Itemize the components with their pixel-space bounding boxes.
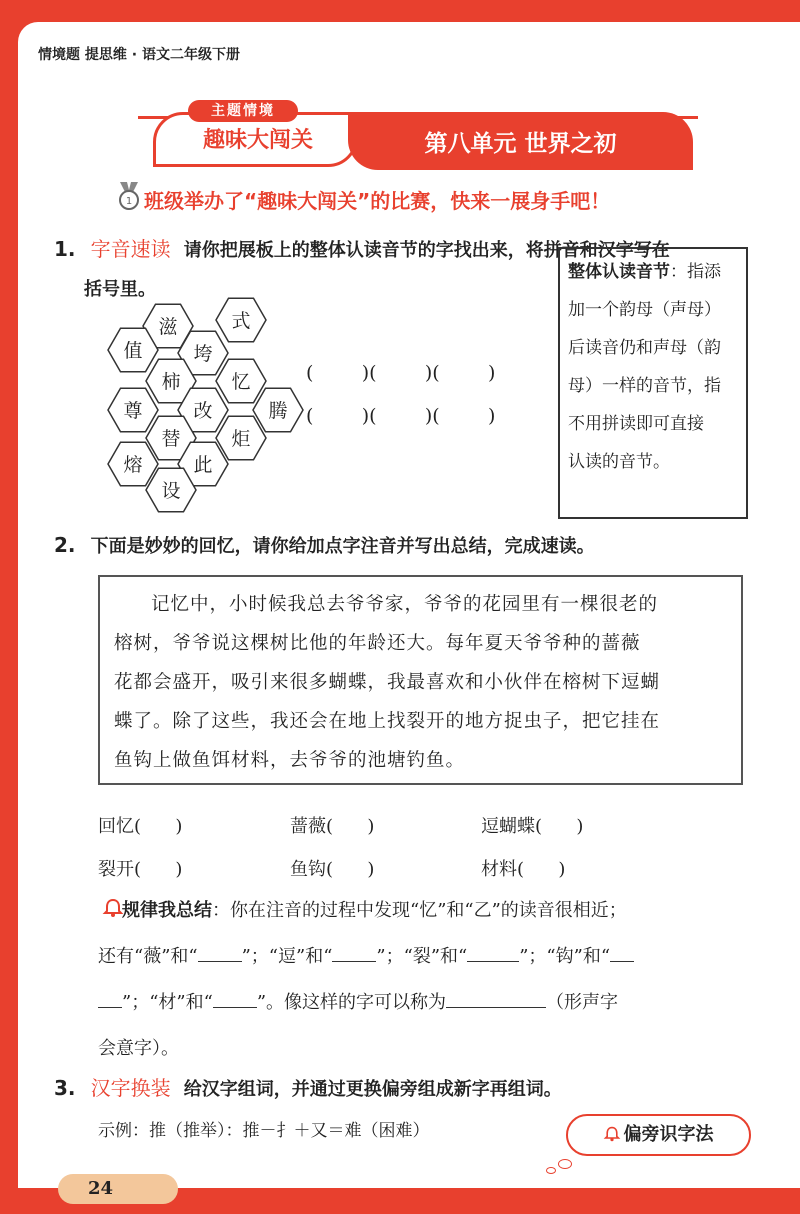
passage-line: 记忆中，小时候我总去爷爷家，爷爷的花园里有一棵很老的 xyxy=(151,594,659,615)
pinyin-item[interactable]: 蔷薇( ) xyxy=(290,816,375,837)
blank[interactable] xyxy=(446,989,546,1008)
q3-text: 给汉字组词，并通过更换偏旁组成新字再组词。 xyxy=(183,1079,562,1100)
summary-text: ”；“逗”和“ xyxy=(241,946,333,967)
summary-line-4: 会意字）。 xyxy=(98,1038,179,1059)
summary-text: ”；“材”和“ xyxy=(122,992,213,1013)
pinyin-item[interactable]: 材料( ) xyxy=(481,859,566,880)
info-box xyxy=(558,247,748,519)
passage-box xyxy=(98,575,743,785)
hexagon-char: 设 xyxy=(161,480,181,502)
info-line: 后读音仍和声母（韵 xyxy=(568,338,721,358)
summary-title: 规律我总结 xyxy=(122,900,212,921)
pinyin-item[interactable]: 裂开( ) xyxy=(98,859,183,880)
summary-text: ”。像这样的字可以称为 xyxy=(256,992,447,1013)
q1-number: 1. xyxy=(54,237,76,261)
bell-icon xyxy=(103,898,123,918)
hexagon-char: 腾 xyxy=(268,400,288,422)
answer-parens-row-2[interactable]: ( )( )( ) xyxy=(306,405,496,427)
passage-line: 花都会盛开，吸引来很多蝴蝶，我最喜欢和小伙伴在榕树下逗蝴 xyxy=(114,672,661,693)
page xyxy=(18,22,800,1199)
hexagon-char: 替 xyxy=(161,428,181,450)
q2-heading xyxy=(54,532,595,558)
blank[interactable] xyxy=(467,943,519,962)
hexagon-char: 滋 xyxy=(158,316,178,338)
bubble xyxy=(558,1159,572,1169)
blank[interactable] xyxy=(213,989,257,1008)
theme-title: 趣味大闯关 xyxy=(202,128,313,153)
medal-icon xyxy=(116,182,142,212)
theme-tag: 主题情境 xyxy=(188,100,298,122)
summary-text: ”；“裂”和“ xyxy=(376,946,468,967)
hexagon-char: 改 xyxy=(193,400,213,422)
q2-text: 下面是妙妙的回忆，请你给加点字注音并写出总结，完成速读。 xyxy=(90,536,595,557)
bell-icon xyxy=(604,1126,620,1142)
hexagon-char: 熔 xyxy=(123,454,143,476)
q2-number: 2. xyxy=(54,533,76,557)
summary-text: 还有“薇”和“ xyxy=(98,946,198,967)
info-line: 加一个韵母（声母） xyxy=(568,300,721,320)
q3-label: 汉字换装 xyxy=(90,1076,171,1100)
hexagon-board xyxy=(93,290,293,502)
q3-example: 示例：推（推举）：推－扌＋又＝难（困难） xyxy=(98,1121,430,1141)
hexagon-char: 尊 xyxy=(123,400,143,422)
info-title: 整体认读音节 xyxy=(568,262,670,282)
passage-line: 榕树，爷爷说这棵树比他的年龄还大。每年夏天爷爷种的蔷薇 xyxy=(114,633,641,654)
q1-text: 请你把展板上的整体认读音节的字找出来，将拼音和汉字写在 xyxy=(183,240,670,261)
answer-parens-row-1[interactable]: ( )( )( ) xyxy=(306,362,496,384)
info-line: 母）一样的音节，指 xyxy=(568,376,721,396)
blank[interactable] xyxy=(610,943,634,962)
svg-text:1: 1 xyxy=(125,196,133,207)
passage-line: 蝶了。除了这些，我还会在地上找裂开的地方捉虫子，把它挂在 xyxy=(114,711,661,732)
book-header: 情境题 提思维 · 语文二年级下册 xyxy=(38,47,240,63)
hexagon-char: 垮 xyxy=(193,343,213,365)
blank[interactable] xyxy=(198,943,242,962)
hexagon-char: 此 xyxy=(193,454,213,476)
method-pill-label: 偏旁识字法 xyxy=(623,1124,714,1145)
summary-line-1 xyxy=(122,896,627,922)
info-line: ：指添 xyxy=(670,262,721,282)
summary-text: （形声字 xyxy=(546,992,619,1013)
summary-text: ”；“钩”和“ xyxy=(519,946,611,967)
method-pill xyxy=(566,1114,751,1156)
blank[interactable] xyxy=(332,943,376,962)
page-number: 24 xyxy=(88,1178,114,1199)
q1-text-cont: 括号里。 xyxy=(84,279,156,300)
summary-line-2 xyxy=(98,942,634,968)
q3-number: 3. xyxy=(54,1076,76,1100)
blank[interactable] xyxy=(98,989,122,1008)
pinyin-item[interactable]: 鱼钩( ) xyxy=(290,859,375,880)
info-line: 认读的音节。 xyxy=(568,452,670,472)
q1-label: 字音速读 xyxy=(90,237,171,261)
pinyin-item[interactable]: 逗蝴蝶( ) xyxy=(481,816,584,837)
info-line: 不用拼读即可直接 xyxy=(568,414,704,434)
hexagon-char: 柿 xyxy=(161,371,181,393)
page-number-tab xyxy=(58,1174,178,1204)
summary-text: ：你在注音的过程中发现“忆”和“乙”的读音很相近； xyxy=(212,900,627,921)
hexagon-char: 值 xyxy=(123,340,143,362)
hexagon-char: 式 xyxy=(231,310,251,332)
q3-heading xyxy=(54,1072,562,1101)
summary-line-3 xyxy=(98,988,618,1014)
unit-title: 第八单元 世界之初 xyxy=(424,131,617,157)
bubble xyxy=(546,1167,556,1174)
pinyin-item[interactable]: 回忆( ) xyxy=(98,816,183,837)
hexagon-char: 忆 xyxy=(231,371,251,393)
passage-line: 鱼钩上做鱼饵材料，去爷爷的池塘钓鱼。 xyxy=(114,750,466,771)
hexagon-char: 炬 xyxy=(231,428,251,450)
intro-text: 班级举办了“趣味大闯关”的比赛，快来一展身手吧！ xyxy=(144,189,611,213)
